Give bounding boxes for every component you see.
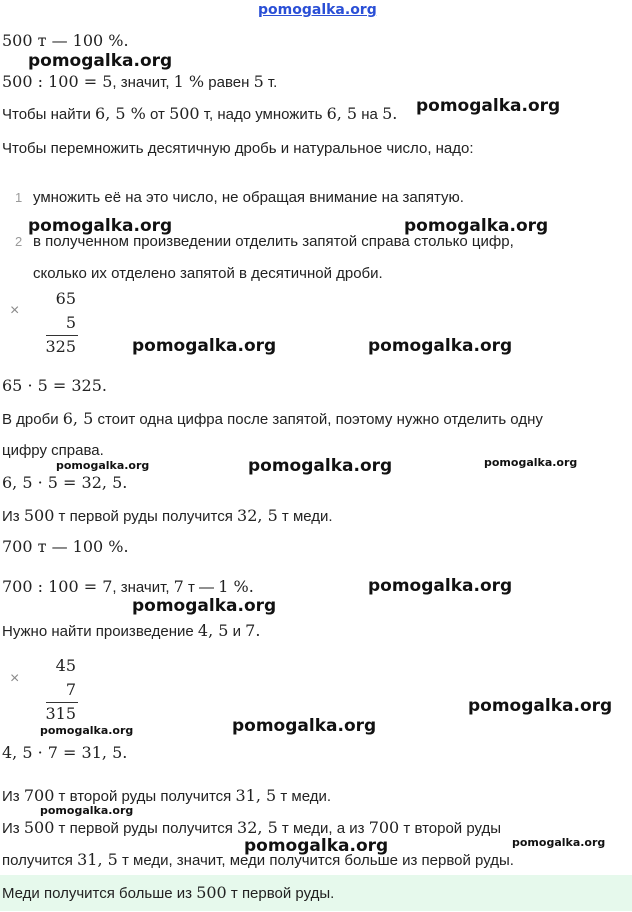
text: т меди, значит, меди получится больше из первой руды. bbox=[117, 852, 514, 869]
text: т меди. bbox=[276, 788, 332, 805]
text: и bbox=[228, 623, 246, 640]
math: 5 bbox=[253, 72, 264, 91]
math: 500 : 100 = 5 bbox=[2, 72, 113, 91]
math: 1 %. bbox=[218, 577, 254, 596]
text: Из bbox=[2, 788, 24, 805]
watermark: pomogalka.org bbox=[132, 336, 277, 356]
math: 500 bbox=[196, 883, 227, 902]
line-7-percent bbox=[2, 577, 254, 598]
text: Меди получится больше из bbox=[2, 885, 197, 902]
watermark: pomogalka.org bbox=[512, 836, 606, 849]
line-explain bbox=[2, 409, 543, 430]
math: 500 bbox=[23, 506, 55, 525]
math: 500 bbox=[169, 104, 200, 123]
math: 700 bbox=[23, 786, 55, 805]
watermark: pomogalka.org bbox=[468, 696, 613, 716]
text: т первой руды получится bbox=[54, 820, 238, 837]
answer-box bbox=[0, 875, 632, 911]
text: стоит одна цифра после запятой, поэтому нужно отделить одну bbox=[93, 411, 543, 428]
text: т, надо умножить bbox=[199, 106, 327, 123]
line-65x5: 65 · 5 = 325. bbox=[2, 376, 107, 395]
watermark: pomogalka.org bbox=[132, 596, 277, 616]
text: получится bbox=[2, 852, 78, 869]
text: Из bbox=[2, 820, 24, 837]
math: 6, 5 bbox=[326, 104, 358, 123]
text: , значит, bbox=[112, 74, 174, 91]
text: Чтобы найти bbox=[2, 106, 96, 123]
line-rule-intro: Чтобы перемножить десятичную дробь и натуральное число, надо: bbox=[2, 140, 474, 157]
line-first-ore bbox=[2, 506, 333, 527]
list-item-continuation: сколько их отделено запятой в десятичной дроби. bbox=[33, 265, 383, 282]
math: 700 : 100 = 7 bbox=[2, 577, 113, 596]
watermark: pomogalka.org bbox=[368, 336, 513, 356]
math: 32, 5 bbox=[237, 506, 278, 525]
watermark: pomogalka.org bbox=[232, 716, 377, 736]
line-compare bbox=[2, 818, 501, 839]
math: 5. bbox=[382, 104, 398, 123]
text: , значит, bbox=[112, 579, 174, 596]
text: т второй руды получится bbox=[54, 788, 236, 805]
mul-divider bbox=[46, 702, 78, 703]
watermark: pomogalka.org bbox=[56, 459, 150, 472]
watermark-top: pomogalka.org bbox=[258, 2, 377, 18]
mul-operand: 5 bbox=[65, 313, 76, 332]
math: 31, 5 bbox=[235, 786, 277, 805]
watermark: pomogalka.org bbox=[40, 804, 134, 817]
line-45x7: 4, 5 · 7 = 31, 5. bbox=[2, 743, 128, 762]
watermark: pomogalka.org bbox=[416, 96, 561, 116]
watermark: pomogalka.org bbox=[404, 216, 549, 236]
watermark: pomogalka.org bbox=[244, 836, 389, 856]
times-icon: × bbox=[10, 302, 20, 319]
math: 6, 5 % bbox=[95, 104, 146, 123]
math: 32, 5 bbox=[237, 818, 278, 837]
text: т меди. bbox=[277, 508, 333, 525]
text: т — bbox=[183, 579, 219, 596]
math: 1 % bbox=[173, 72, 205, 91]
text: т. bbox=[263, 74, 278, 91]
line-explain-cont: цифру справа. bbox=[2, 442, 104, 459]
text: Из bbox=[2, 508, 24, 525]
line-find-product bbox=[2, 621, 260, 642]
text: т второй руды bbox=[399, 820, 502, 837]
watermark: pomogalka.org bbox=[484, 456, 578, 469]
watermark: pomogalka.org bbox=[28, 216, 173, 236]
list-item: умножить её на это число, не обращая внимание на запятую. bbox=[33, 189, 464, 206]
text: равен bbox=[204, 74, 254, 91]
mul-operand: 65 bbox=[55, 289, 76, 308]
mul-operand: 7 bbox=[65, 680, 76, 699]
line-500-100: 500 т — 100 %. bbox=[2, 31, 129, 50]
math: 700 bbox=[368, 818, 400, 837]
watermark: pomogalka.org bbox=[368, 576, 513, 596]
math: 4, 5 bbox=[197, 621, 229, 640]
math: 7. bbox=[245, 621, 261, 640]
line-second-ore bbox=[2, 786, 331, 807]
mul-divider bbox=[46, 335, 78, 336]
mul-result: 325 bbox=[45, 337, 76, 356]
mul-result: 315 bbox=[45, 704, 76, 723]
line-65x5-decimal: 6, 5 · 5 = 32, 5. bbox=[2, 473, 128, 492]
mul-operand: 45 bbox=[55, 656, 76, 675]
text: В дроби bbox=[2, 411, 63, 428]
watermark: pomogalka.org bbox=[248, 456, 393, 476]
text: на bbox=[357, 106, 383, 123]
line-compare-cont bbox=[2, 850, 514, 871]
text: от bbox=[145, 106, 170, 123]
list-number: 2 bbox=[15, 234, 23, 249]
list-item: в полученном произведении отделить запятой справа столько цифр, bbox=[33, 233, 514, 250]
text: т первой руды получится bbox=[54, 508, 238, 525]
math: 31, 5 bbox=[77, 850, 118, 869]
text: Нужно найти произведение bbox=[2, 623, 198, 640]
text: т меди, а из bbox=[277, 820, 369, 837]
math: 7 bbox=[173, 577, 184, 596]
text: т первой руды. bbox=[226, 885, 335, 902]
list-number: 1 bbox=[15, 190, 23, 205]
math: 500 bbox=[23, 818, 55, 837]
watermark: pomogalka.org bbox=[40, 724, 134, 737]
math: 6, 5 bbox=[62, 409, 94, 428]
line-find-percent bbox=[2, 104, 397, 125]
watermark: pomogalka.org bbox=[28, 51, 173, 71]
times-icon: × bbox=[10, 670, 20, 687]
line-700-100: 700 т — 100 %. bbox=[2, 537, 129, 556]
line-1-percent bbox=[2, 72, 277, 93]
